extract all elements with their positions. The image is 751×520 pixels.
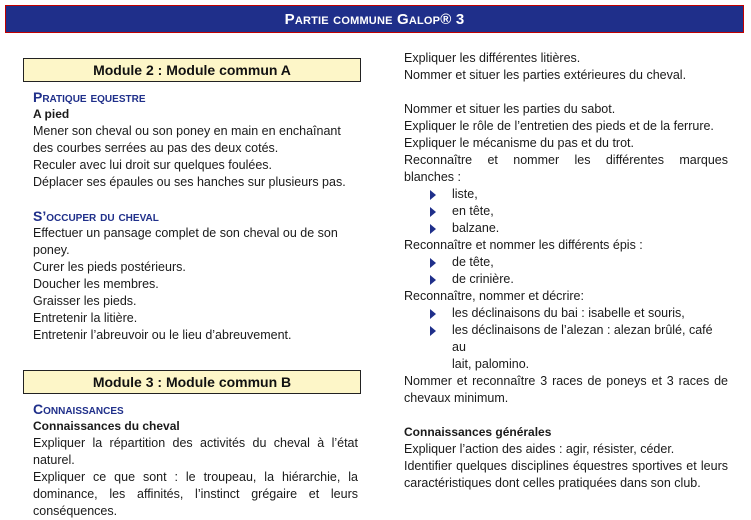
pratique-heading: Pratique equestre xyxy=(33,89,146,105)
soccuper-heading: S’occuper du cheval xyxy=(33,208,159,224)
pratique-line: des courbes serrées au pas des deux cotés. xyxy=(33,141,279,155)
races-line: chevaux minimum. xyxy=(404,391,509,405)
list-item-text: de crinière. xyxy=(452,272,514,286)
list-item-text: liste, xyxy=(452,187,478,201)
right-line: Nommer et situer les parties du sabot. xyxy=(404,102,616,116)
decrire-list-item xyxy=(404,322,728,356)
list-item-text: lait, palomino. xyxy=(452,357,530,371)
bullet-arrow-icon xyxy=(430,224,436,234)
soccuper-line: Doucher les membres. xyxy=(33,277,159,291)
connaissances-line: dominance, les affinités, l’instinct grégaire et leurs xyxy=(33,487,358,501)
list-item-text: les déclinaisons de l’alezan : alezan brûlé, café au xyxy=(452,323,713,354)
bullet-arrow-icon xyxy=(430,207,436,217)
decrire-list-item xyxy=(404,305,728,322)
soccuper-line: Curer les pieds postérieurs. xyxy=(33,260,186,274)
soccuper-line: Graisser les pieds. xyxy=(33,294,137,308)
epis-list-item xyxy=(404,271,728,288)
list-item-text: en tête, xyxy=(452,204,494,218)
races-line: Nommer et reconnaître 3 races de poneys et 3 races de xyxy=(404,374,728,388)
connaissances-generales-subheading: Connaissances générales xyxy=(404,425,552,439)
bullet-arrow-icon xyxy=(430,309,436,319)
soccuper-line: poney. xyxy=(33,243,70,257)
right-line: Nommer et situer les parties extérieures du cheval. xyxy=(404,68,687,82)
soccuper-line: Entretenir l’abreuvoir ou le lieu d’abreuvement. xyxy=(33,328,292,342)
a-pied-subheading: A pied xyxy=(33,107,70,121)
connaissances-heading: Connaissances xyxy=(33,401,124,417)
right-line: Expliquer le mécanisme du pas et du trot. xyxy=(404,136,634,150)
list-item-text: balzane. xyxy=(452,221,500,235)
left-column xyxy=(33,58,358,520)
generales-line: Expliquer l’action des aides : agir, résister, céder. xyxy=(404,442,675,456)
generales-line: caractéristiques dont celles pratiquées dans son club. xyxy=(404,476,701,490)
generales-line: Identifier quelques disciplines équestres sportives et leurs xyxy=(404,459,728,473)
connaissances-line: Expliquer la répartition des activités du cheval à l’état xyxy=(33,436,358,450)
module-3-title-box xyxy=(23,370,361,394)
connaissances-cheval-subheading: Connaissances du cheval xyxy=(33,419,180,433)
list-item-text: de tête, xyxy=(452,255,494,269)
epis-list-item xyxy=(404,254,728,271)
page-header-banner xyxy=(5,5,744,33)
right-line: blanches : xyxy=(404,170,461,184)
pratique-line: Déplacer ses épaules ou ses hanches sur plusieurs pas. xyxy=(33,175,346,189)
bullet-arrow-icon xyxy=(430,326,436,336)
right-column xyxy=(404,50,728,492)
pratique-line: Reculer avec lui droit sur quelques foulées. xyxy=(33,158,273,172)
module-3-title: Module 3 : Module commun B xyxy=(92,374,292,390)
bullet-arrow-icon xyxy=(430,275,436,285)
soccuper-line: Effectuer un pansage complet de son cheval ou de son xyxy=(33,226,338,240)
module-2-title-box xyxy=(23,58,361,82)
soccuper-line: Entretenir la litière. xyxy=(33,311,138,325)
bullet-arrow-icon xyxy=(430,258,436,268)
pratique-line: Mener son cheval ou son poney en main en enchaînant xyxy=(33,124,341,138)
marques-list-item xyxy=(404,220,728,237)
connaissances-line: conséquences. xyxy=(33,504,118,518)
right-line: Expliquer les différentes litières. xyxy=(404,51,581,65)
right-line: Reconnaître et nommer les différentes marques xyxy=(404,153,728,167)
page-title: Partie commune Galop® 3 xyxy=(284,10,465,28)
marques-list-item xyxy=(404,203,728,220)
decrire-list-item-continuation xyxy=(404,356,728,373)
marques-list-item xyxy=(404,186,728,203)
list-item-text: les déclinaisons du bai : isabelle et souris, xyxy=(452,306,685,320)
connaissances-line: Expliquer ce que sont : le troupeau, la hiérarchie, la xyxy=(33,470,358,484)
bullet-arrow-icon xyxy=(430,190,436,200)
right-line: Expliquer le rôle de l’entretien des pieds et de la ferrure. xyxy=(404,119,714,133)
connaissances-line: naturel. xyxy=(33,453,75,467)
decrire-intro: Reconnaître, nommer et décrire: xyxy=(404,289,584,303)
module-2-title: Module 2 : Module commun A xyxy=(93,62,291,78)
epis-intro: Reconnaître et nommer les différents épis : xyxy=(404,238,643,252)
